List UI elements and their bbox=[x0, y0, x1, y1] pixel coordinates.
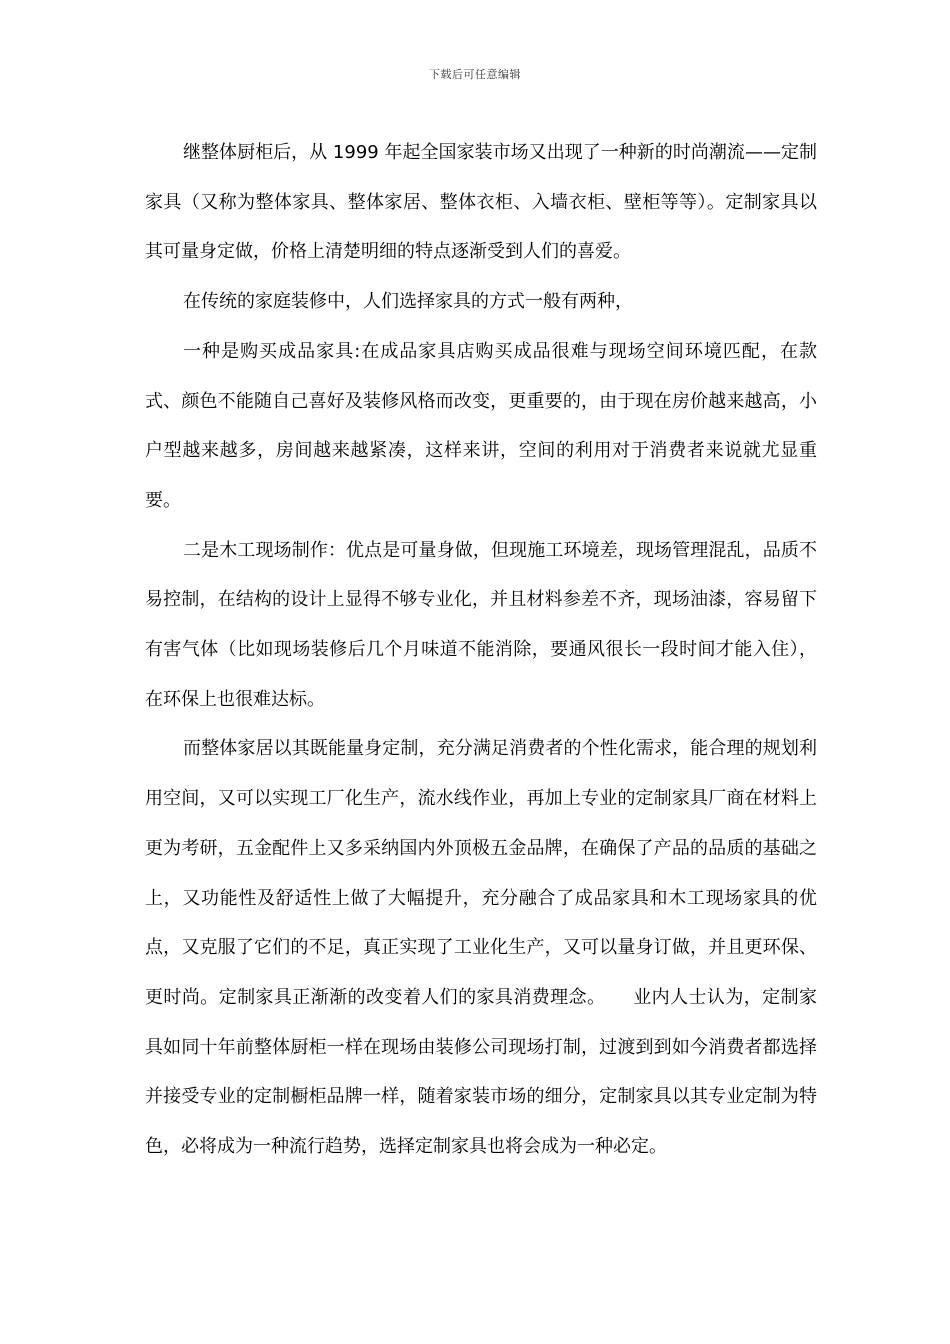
paragraph-traditional-methods: 在传统的家庭装修中，人们选择家具的方式一般有两种， bbox=[183, 291, 633, 313]
paragraph-finished-furniture: 一种是购买成品家具:在成品家具店购买成品很难与现场空间环境匹配，在款式、颜色不能随自己喜好及装修风格而改变，更重要的，由于现在房价越来越高，小户型越来越多，房间越来越紧凑，这样来讲，空间的利用对于消费者来说就尤显重要。 bbox=[145, 340, 817, 511]
page-header-note: 下载后可任意编辑 bbox=[429, 68, 521, 81]
paragraph-custom-furniture-intro: 继整体厨柜后，从 1999 年起全国家装市场又出现了一种新的时尚潮流——定制家具（又称为整体家具、整体家居、整体衣柜、入墙衣柜、壁柜等等）。定制家具以其可量身定做，价格上清楚明细的特点逐渐受到人们的喜爱。 bbox=[145, 142, 817, 263]
document-body bbox=[145, 128, 817, 1172]
paragraph-integrated-home: 而整体家居以其既能量身定制，充分满足消费者的个性化需求，能合理的规划利用空间，又可以实现工厂化生产，流水线作业，再加上专业的定制家具厂商在材料上更为考研，五金配件上又多采纳国内外顶极五金品牌，在确保了产品的品质的基础之上，又功能性及舒适性上做了大幅提升，充分融合了成品家具和木工现场家具的优点，又克服了它们的不足，真正实现了工业化生产，又可以量身订做，并且更环保、更时尚。定制家具正渐渐的改变着人们的家具消费理念。 业内人士认为，定制家具如同十年前整体厨柜一样在现场由装修公司现场打制，过渡到到如今消费者都选择并接受专业的定制橱柜品牌一样，随着家装市场的细分，定制家具以其专业定制为特色，必将成为一种流行趋势，选择定制家具也将会成为一种必定。 bbox=[145, 738, 817, 1158]
paragraph-onsite-carpentry: 二是木工现场制作：优点是可量身做，但现施工环境差，现场管理混乱，品质不易控制，在结构的设计上显得不够专业化，并且材料参差不齐，现场油漆，容易留下有害气体（比如现场装修后几个月味道不能消除，要通风很长一段时间才能入住），在环保上也很难达标。 bbox=[145, 539, 817, 710]
